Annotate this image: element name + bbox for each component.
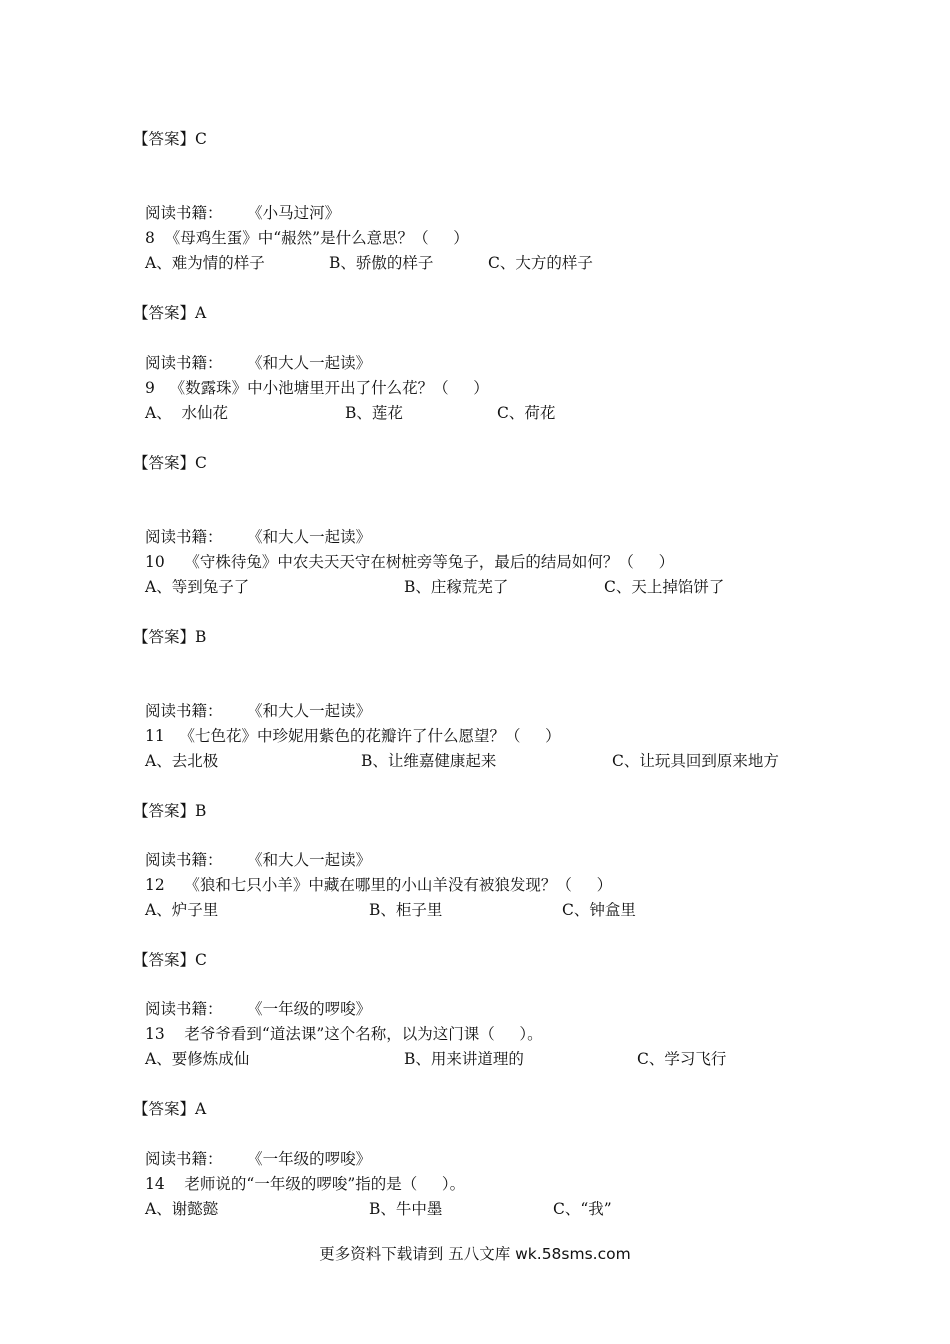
option-b: B、让维嘉健康起来 <box>361 752 497 770</box>
option-a: A、谢懿懿 <box>145 1200 219 1218</box>
option-c: C、天上掉馅饼了 <box>604 578 725 596</box>
reading-book: 阅读书籍： 《和大人一起读》 <box>145 851 372 869</box>
option-c: C、学习飞行 <box>637 1050 727 1068</box>
question-text: 12 《狼和七只小羊》中藏在哪里的小山羊没有被狼发现？（ ） <box>145 876 613 894</box>
question-text: 8 《母鸡生蛋》中“赧然”是什么意思？（ ） <box>145 229 469 247</box>
option-c: C、大方的样子 <box>488 254 593 272</box>
answer-label: 【答案】C <box>133 454 207 472</box>
answer-label: 【答案】C <box>133 951 207 969</box>
answer-label: 【答案】B <box>133 628 207 646</box>
question-text: 14 老师说的“一年级的啰唆”指的是（ ）。 <box>145 1175 466 1193</box>
reading-book: 阅读书籍： 《一年级的啰唆》 <box>145 1150 372 1168</box>
reading-book: 阅读书籍： 《和大人一起读》 <box>145 354 372 372</box>
answer-label: 【答案】C <box>133 130 207 148</box>
answer-label: 【答案】A <box>133 304 207 322</box>
option-a: A、炉子里 <box>145 901 219 919</box>
question-text: 13 老爷爷看到“道法课”这个名称，以为这门课（ ）。 <box>145 1025 543 1043</box>
option-b: B、牛中墨 <box>369 1200 443 1218</box>
reading-book: 阅读书籍： 《一年级的啰唆》 <box>145 1000 372 1018</box>
option-b: B、骄傲的样子 <box>329 254 434 272</box>
answer-label: 【答案】B <box>133 802 207 820</box>
question-text: 11 《七色花》中珍妮用紫色的花瓣许了什么愿望？（ ） <box>145 727 561 745</box>
option-a: A、要修炼成仙 <box>145 1050 250 1068</box>
option-a: A、去北极 <box>145 752 219 770</box>
option-a: A、等到兔子了 <box>145 578 250 596</box>
question-text: 9 《数露珠》中小池塘里开出了什么花？（ ） <box>145 379 489 397</box>
reading-book: 阅读书籍： 《和大人一起读》 <box>145 528 372 546</box>
reading-book: 阅读书籍： 《小马过河》 <box>145 204 341 222</box>
reading-book: 阅读书籍： 《和大人一起读》 <box>145 702 372 720</box>
question-text: 10 《守株待兔》中农夫天天守在树桩旁等兔子，最后的结局如何？（ ） <box>145 553 675 571</box>
option-c: C、荷花 <box>497 404 556 422</box>
option-b: B、柜子里 <box>369 901 443 919</box>
option-b: B、莲花 <box>345 404 403 422</box>
footer-download-note: 更多资料下载请到 五八文库 wk.58sms.com <box>319 1245 631 1263</box>
option-a: A、 水仙花 <box>145 404 229 422</box>
option-c: C、“我” <box>553 1200 612 1218</box>
option-c: C、让玩具回到原来地方 <box>612 752 779 770</box>
option-b: B、用来讲道理的 <box>404 1050 524 1068</box>
option-b: B、庄稼荒芜了 <box>404 578 509 596</box>
option-c: C、钟盒里 <box>562 901 636 919</box>
option-a: A、难为情的样子 <box>145 254 265 272</box>
answer-label: 【答案】A <box>133 1100 207 1118</box>
